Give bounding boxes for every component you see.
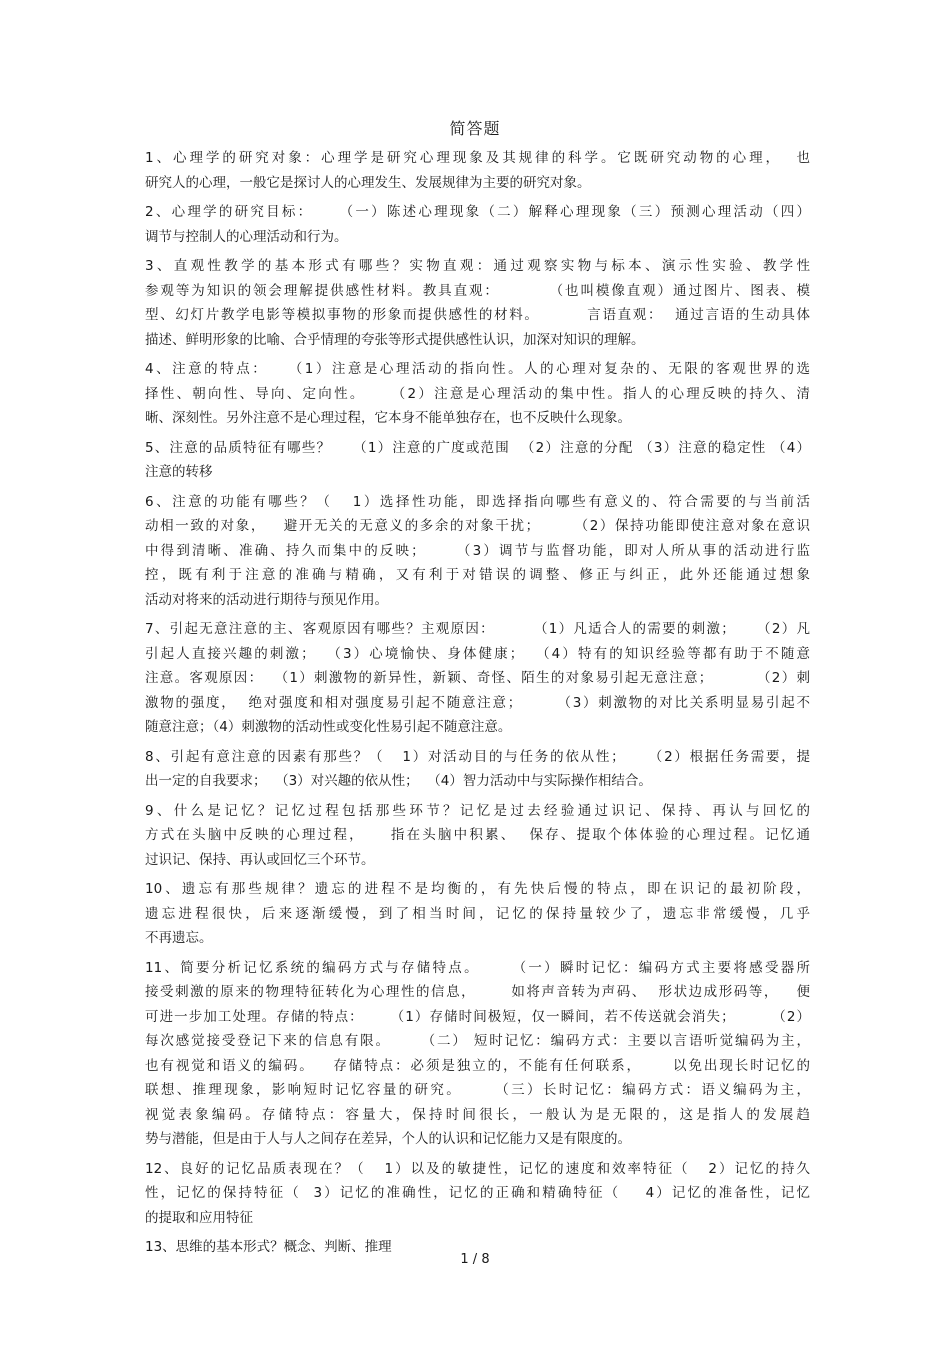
- text-line: 遗忘进程很快，后来逐渐缓慢，到了相当时间，记忆的保持量较少了，遗忘非常缓慢，几乎: [145, 905, 810, 922]
- text-line: 性，记忆的保持特征（ 3）记忆的准确性，记忆的正确和精确特征（ 4）记忆的准备性，记忆: [145, 1185, 810, 1201]
- question-paragraph: [145, 490, 810, 613]
- text-line: 随意注意；（4）刺激物的活动性或变化性易引起不随意注意。: [145, 719, 512, 735]
- text-line: 出一定的自我要求； （3）对兴趣的依从性； （4）智力活动中与实际操作相结合。: [145, 773, 652, 789]
- text-line: 注意的转移: [145, 464, 213, 480]
- text-line: 2、心理学的研究目标： （一）陈述心理现象（二）解释心理现象（三）预测心理活动（四）: [145, 204, 810, 220]
- text-line: 6、注意的功能有哪些？（ 1）选择性功能，即选择指向哪些有意义的、符合需要的与当前活: [145, 493, 810, 510]
- question-paragraph: [145, 1157, 810, 1231]
- text-line: 研究人的心理，一般它是探讨人的心理发生、发展规律为主要的研究对象。: [145, 174, 591, 191]
- question-paragraph: [145, 146, 810, 195]
- text-line: 8、引起有意注意的因素有那些？（ 1）对活动目的与任务的依从性； （2）根据任务需要，提: [145, 748, 810, 765]
- text-line: 视觉表象编码。存储特点：容量大，保持时间很长，一般认为是无限的，这是指人的发展趋: [145, 1106, 810, 1123]
- page-number: 1 / 8: [460, 1252, 490, 1267]
- text-line: 过识记、保持、再认或回忆三个环节。: [145, 851, 375, 868]
- text-line: 晰、深刻性。另外注意不是心理过程，它本身不能单独存在，也不反映什么现象。: [145, 410, 631, 426]
- text-line: 描述、鲜明形象的比喻、合乎情理的夸张等形式提供感性认识，加深对知识的理解。: [145, 331, 645, 348]
- question-paragraph: [145, 254, 810, 352]
- text-line: 动相一致的对象， 避开无关的无意义的多余的对象干扰； （2）保持功能即使注意对象在意识: [145, 518, 810, 534]
- text-line: 势与潜能，但是由于人与人之间存在差异，个人的认识和记忆能力又是有限度的。: [145, 1131, 631, 1147]
- text-line: 9、什么是记忆？记忆过程包括那些环节？记忆是过去经验通过识记、保持、再认与回忆的: [145, 802, 810, 819]
- text-line: 调节与控制人的心理活动和行为。: [145, 228, 348, 245]
- text-line: 方式在头脑中反映的心理过程， 指在头脑中积累、 保存、提取个体体验的心理过程。记忆通: [145, 827, 810, 843]
- question-paragraph: [145, 745, 810, 794]
- text-line: 7、引起无意注意的主、客观原因有哪些？主观原因： （1）凡适合人的需要的刺激； （2）凡: [145, 621, 810, 637]
- text-line: 11、简要分析记忆系统的编码方式与存储特点。 （一）瞬时记忆：编码方式主要将感受器所: [145, 959, 810, 976]
- text-line: 12、良好的记忆品质表现在？（ 1）以及的敏捷性，记忆的速度和效率特征（ 2）记忆的持久: [145, 1160, 810, 1177]
- question-paragraph: [145, 799, 810, 873]
- question-paragraph: [145, 617, 810, 740]
- text-line: 3、直观性教学的基本形式有哪些？实物直观：通过观察实物与标本、演示性实验、教学性: [145, 258, 810, 274]
- text-line: 活动对将来的活动进行期待与预见作用。: [145, 591, 388, 608]
- text-line: 联想、推理现象，影响短时记忆容量的研究。 （三）长时记忆：编码方式：语义编码为主，: [145, 1082, 810, 1098]
- text-line: 4、注意的特点： （1）注意是心理活动的指向性。人的心理对复杂的、无限的客观世界的选: [145, 361, 810, 377]
- text-line: 择性、朝向性、导向、定向性。 （2）注意是心理活动的集中性。指人的心理反映的持久、清: [145, 385, 810, 402]
- question-paragraph: [145, 436, 810, 485]
- text-line: 中得到清晰、准确、持久而集中的反映； （3）调节与监督功能，即对人所从事的活动进行监: [145, 542, 810, 559]
- page-title: 简答题: [449, 119, 501, 138]
- text-line: 参观等为知识的领会理解提供感性材料。教具直观： （也叫模像直观）通过图片、图表、模: [145, 282, 810, 299]
- text-line: 每次感觉接受登记下来的信息有限。 （二） 短时记忆：编码方式：主要以言语听觉编码为主，: [145, 1033, 810, 1049]
- text-line: 5、注意的品质特征有哪些？ （1）注意的广度或范围 （2）注意的分配 （3）注意的稳定性 （4）: [145, 439, 810, 456]
- text-line: 1、心理学的研究对象：心理学是研究心理现象及其规律的科学。它既研究动物的心理， 也: [145, 150, 810, 166]
- question-paragraph: [145, 357, 810, 431]
- text-line: 的提取和应用特征: [145, 1209, 253, 1226]
- text-line: 激物的强度， 绝对强度和相对强度易引起不随意注意； （3）刺激物的对比关系明显易引起不: [145, 694, 810, 711]
- text-line: 引起人直接兴趣的刺激； （3）心境愉快、身体健康； （4）特有的知识经验等都有助于不随意: [145, 645, 810, 662]
- text-line: 13、思维的基本形式？概念、判断、推理: [145, 1239, 392, 1255]
- question-paragraph: [145, 877, 810, 951]
- text-line: 不再遗忘。: [145, 930, 213, 946]
- question-paragraph: [145, 200, 810, 249]
- question-paragraph: [145, 956, 810, 1152]
- text-line: 型、幻灯片教学电影等模拟事物的形象而提供感性的材料。 言语直观： 通过言语的生动具体: [145, 307, 810, 323]
- text-line: 也有视觉和语义的编码。 存储特点：必须是独立的，不能有任何联系， 以免出现长时记忆的: [145, 1057, 810, 1074]
- text-line: 可进一步加工处理。存储的特点： （1）存储时间极短，仅一瞬间，若不传送就会消失； （2）: [145, 1008, 810, 1025]
- text-line: 10、遗忘有那些规律？遗忘的进程不是均衡的，有先快后慢的特点，即在识记的最初阶段，: [145, 881, 810, 897]
- text-line: 接受刺激的原来的物理特征转化为心理性的信息， 如将声音转为声码、 形状边成形码等， 便: [145, 984, 810, 1000]
- text-line: 注意。客观原因： （1）刺激物的新异性，新颖、奇怪、陌生的对象易引起无意注意； （2）刺: [145, 670, 810, 686]
- document-body: [145, 146, 810, 1265]
- text-line: 控，既有利于注意的准确与精确，又有利于对错误的调整、修正与纠正，此外还能通过想象: [145, 567, 810, 583]
